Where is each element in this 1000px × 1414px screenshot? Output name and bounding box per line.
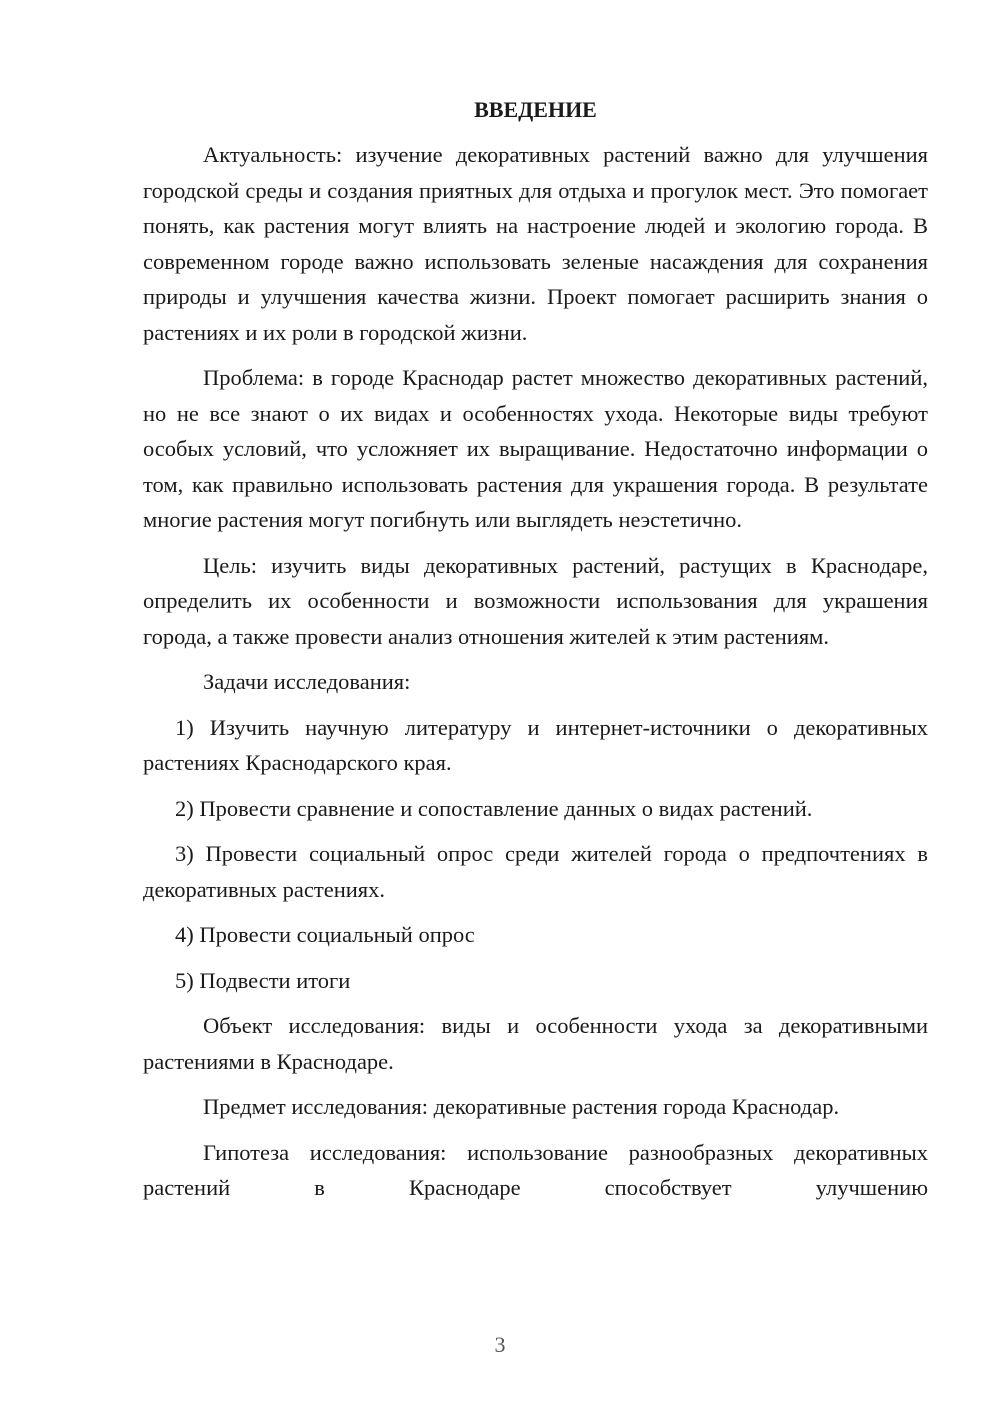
task-item-3: 3) Провести социальный опрос среди жителей города о предпочтениях в декоративных растениях. xyxy=(143,841,928,902)
paragraph-goal: Цель: изучить виды декоративных растений, растущих в Краснодаре, определить их особенности и возможности использования для украшения города, а также провести анализ отношения жителей к этим растениям. xyxy=(143,552,928,649)
paragraph-subject: Предмет исследования: декоративные растения города Краснодар. xyxy=(203,1094,840,1119)
document-page xyxy=(143,92,928,1216)
paragraph-object: Объект исследования: виды и особенности ухода за декоративными растениями в Краснодаре. xyxy=(143,1013,928,1074)
task-item-5: 5) Подвести итоги xyxy=(175,967,351,993)
paragraph-hypothesis: Гипотеза исследования: использование разнообразных декоративных растений в Краснодаре способствует улучшению xyxy=(143,1139,928,1200)
paragraph-relevance: Актуальность: изучение декоративных растений важно для улучшения городской среды и создания приятных для отдыха и прогулок мест. Это помогает понять, как растения могут влиять на настроение людей и экологию города. В современном городе важно использовать зеленые насаждения для сохранения природы и улучшения качества жизни. Проект помогает расширить знания о растениях и их роли в городской жизни. xyxy=(143,142,928,345)
task-item-4: 4) Провести социальный опрос xyxy=(175,922,475,947)
page-number: 3 xyxy=(494,1332,506,1357)
paragraph-tasks-heading: Задачи исследования: xyxy=(203,669,411,694)
task-item-2: 2) Провести сравнение и сопоставление данных о видах растений. xyxy=(175,795,813,821)
task-item-1: 1) Изучить научную литературу и интернет-источники о декоративных растениях Краснодарского края. xyxy=(143,714,928,775)
paragraph-problem: Проблема: в городе Краснодар растет множество декоративных растений, но не все знают о их видах и особенностях ухода. Некоторые виды требуют особых условий, что усложняет их выращивание. Недостаточно информации о том, как правильно использовать растения для украшения города. В результате многие растения могут погибнуть или выглядеть неэстетично. xyxy=(143,365,928,532)
section-title: ВВЕДЕНИЕ xyxy=(474,97,597,122)
